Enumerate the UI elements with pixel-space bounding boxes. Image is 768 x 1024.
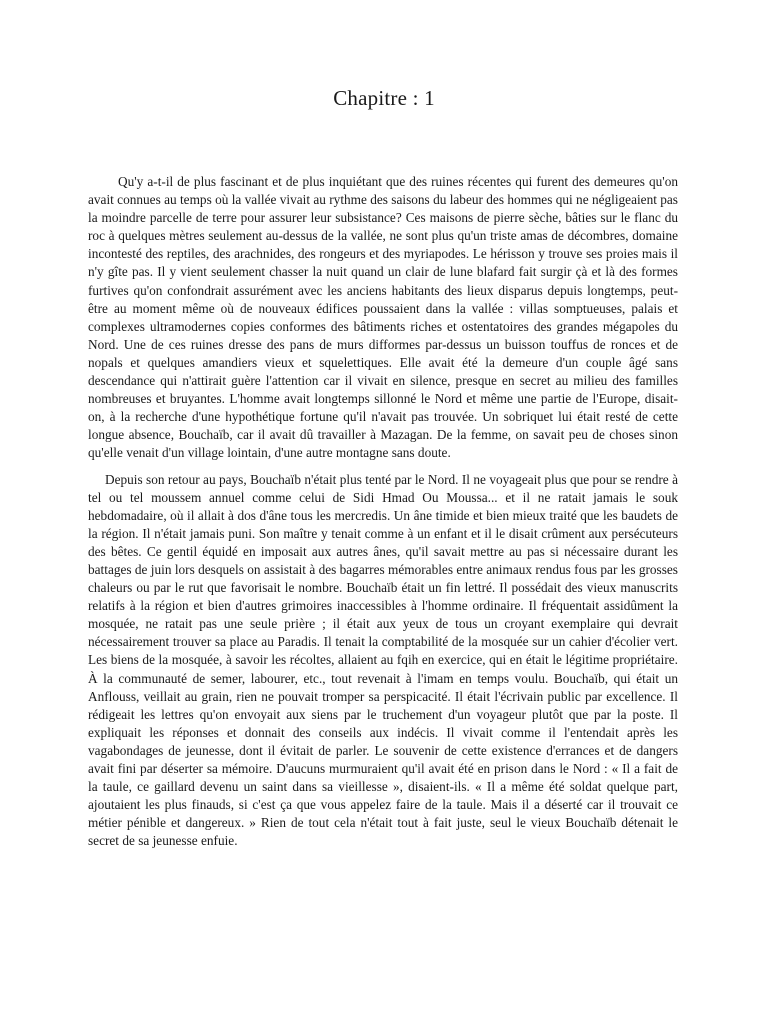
body-text	[88, 173, 678, 850]
paragraph-2: Depuis son retour au pays, Bouchaïb n'était plus tenté par le Nord. Il ne voyageait plus que pour se rendre à tel ou tel moussem annuel comme celui de Sidi Hmad Ou Moussa... et il ne ratait jamais le souk hebdomadaire, où il allait à dos d'âne tous les mercredis. Un âne timide et bien mieux traité que les baudets de la région. Il n'était jamais puni. Son maître y tenait comme à un enfant et il le disait crûment aux persécuteurs des bêtes. Ce gentil équidé en imposait aux autres ânes, qu'il savait mettre au pas si nécessaire durant les battages de juin lors desquels on assistait à des bagarres mémorables entre animaux rendus fous par les grosses chaleurs ou par le rut que favorisait le nombre. Bouchaïb était un fin lettré. Il possédait des vieux manuscrits relatifs à la région et bien d'autres grimoires inaccessibles à l'homme ordinaire. Il fréquentait assidûment la mosquée, ne ratait pas une seule prière ; il était aux yeux de tous un croyant exemplaire qui devrait nécessairement trouver sa place au Paradis. Il tenait la comptabilité de la mosquée sur un cahier d'écolier vert. Les biens de la mosquée, à savoir les récoltes, allaient au fqih en exercice, qui en était le légitime propriétaire. À la communauté de semer, labourer, etc., tout revenait à l'imam en temps voulu. Bouchaïb, qui était un Anflouss, veillait au grain, rien ne pouvait tromper sa perspicacité. Il était l'écrivain public par excellence. Il rédigeait les lettres qu'on envoyait aux siens par le truchement d'un voyageur plutôt que par la poste. Il expliquait les réponses et donnait des conseils aux indécis. Il vivait comme il l'entendait après les vagabondages de jeunesse, dont il évitait de parler. Le souvenir de cette existence d'errances et de dangers avait fini par déserter sa mémoire. D'aucuns murmuraient qu'il avait été en prison dans le Nord : « Il a fait de la taule, ce gaillard devenu un saint dans sa vieillesse », disaient-ils. « Il a même été soldat quelque part, ajoutaient les plus finauds, si c'est ça que vous appelez faire de la taule. Mais il a déserté car il trouvait ce métier pénible et dangereux. » Rien de tout cela n'était tout à fait juste, seul le vieux Bouchaïb détenait le secret de sa jeunesse enfuie.	[88, 471, 678, 849]
chapter-title: Chapitre : 1	[333, 86, 435, 110]
paragraph-1: Qu'y a-t-il de plus fascinant et de plus inquiétant que des ruines récentes qui furent des demeures qu'on avait connues au temps où la vallée vivait au rythme des saisons du labeur des hommes qui ne négligeaient pas la moindre parcelle de terre pour assurer leur subsistance? Ces maisons de pierre sèche, bâties sur le flanc du roc à quelques mètres seulement au-dessus de la vallée, ne sont plus qu'un triste amas de décombres, domaine incontesté des reptiles, des arachnides, des rongeurs et des myriapodes. Le hérisson y trouve ses proies mais il n'y gîte pas. Il y vient seulement chasser la nuit quand un clair de lune blafard fait surgir çà et là des formes furtives qu'on confondrait assurément avec les anciens habitants des lieux disparus depuis longtemps, peut-être au moment même où de nouveaux édifices poussaient dans la vallée : villas somptueuses, palais et complexes ultramodernes copies conformes des bâtiments riches et ostentatoires des grandes mégapoles du Nord. Une de ces ruines dresse des pans de murs difformes par-dessus un buisson touffus de ronces et de nopals et quelques amandiers vieux et squelettiques. Elle avait été la demeure d'un couple âgé sans descendance qui n'attirait guère l'attention car il vivait en silence, presque en secret au milieu des familles nombreuses et bruyantes. L'homme avait longtemps sillonné le Nord et même une partie de l'Europe, disait-on, à la recherche d'une hypothétique fortune qu'il n'avait pas trouvée. Un sobriquet lui était resté de cette longue absence, Bouchaïb, car il avait dû travailler à Mazagan. De la femme, on savait peu de choses sinon qu'elle venait d'un village lointain, d'une autre montagne sans doute.	[88, 174, 678, 461]
